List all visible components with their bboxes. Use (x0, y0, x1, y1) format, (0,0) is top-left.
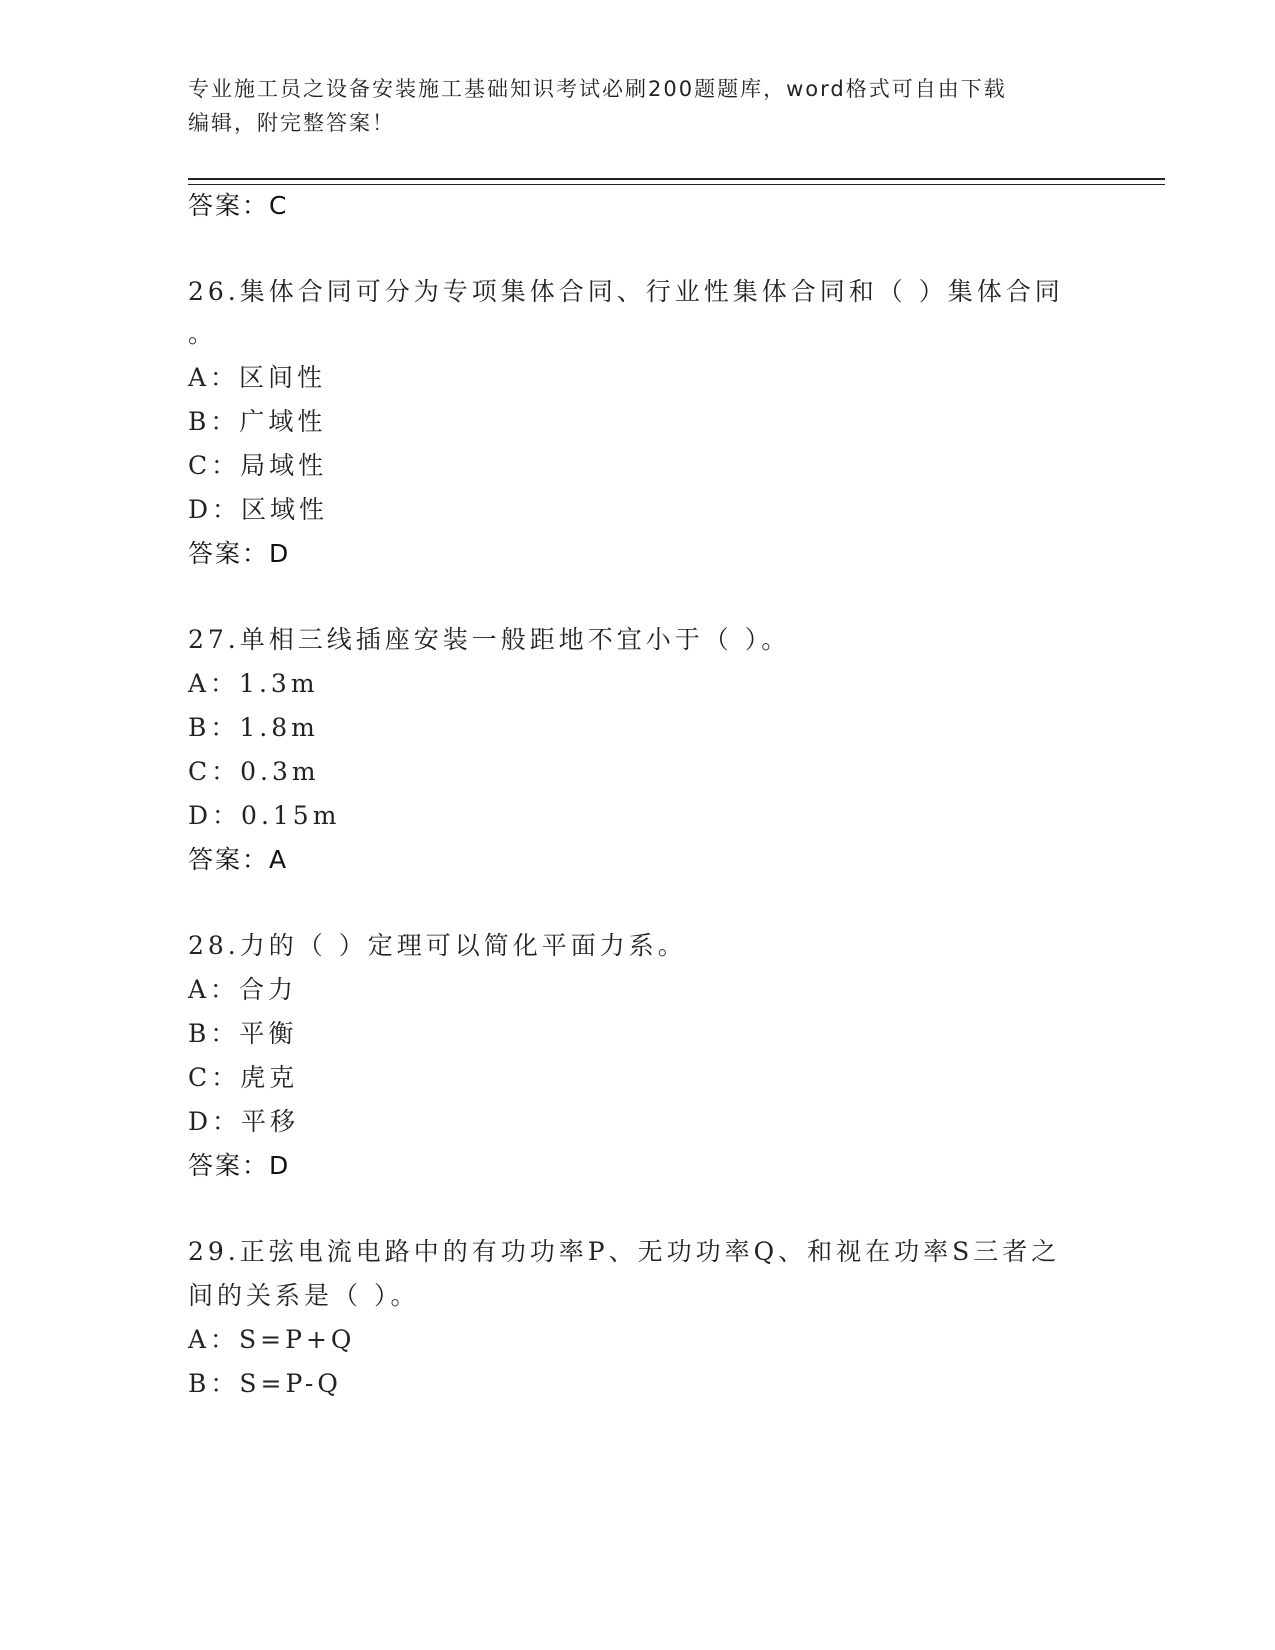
option-c: C：局域性 (188, 451, 328, 480)
option-d: D：0.15m (188, 801, 341, 830)
question-stem: 29.正弦电流电路中的有功功率P、无功功率Q、和视在功率S三者之 (188, 1237, 1061, 1266)
document-title-line-2: 编辑，附完整答案！ (188, 111, 395, 135)
option-a: A：1.3m (188, 669, 319, 698)
answer: 答案：D (188, 1151, 291, 1180)
question-stem: 26.集体合同可分为专项集体合同、行业性集体合同和（ ）集体合同 (188, 277, 1064, 306)
question-stem-continued: 。 (188, 319, 218, 348)
option-d: D：区域性 (188, 495, 329, 524)
previous-answer: 答案：C (188, 191, 289, 220)
option-d: D：平移 (188, 1107, 300, 1136)
header-divider-thin (188, 184, 1165, 185)
question-stem: 28.力的（ ）定理可以简化平面力系。 (188, 931, 687, 960)
question-stem: 27.单相三线插座安装一般距地不宜小于（ ）。 (188, 625, 791, 654)
option-b: B：1.8m (188, 713, 319, 742)
option-c: C：虎克 (188, 1063, 299, 1092)
document-title (188, 72, 1068, 140)
option-a: A：合力 (188, 975, 298, 1004)
option-b: B：S=P-Q (188, 1369, 342, 1398)
header-divider-thick (188, 178, 1165, 180)
document-title-line-1: 专业施工员之设备安装施工基础知识考试必刷200题题库，word格式可自由下载 (188, 77, 1007, 101)
option-b: B：平衡 (188, 1019, 298, 1048)
question-stem-continued: 间的关系是（ ）。 (188, 1281, 420, 1310)
option-c: C：0.3m (188, 757, 320, 786)
option-a: A：S=P+Q (188, 1325, 356, 1354)
answer: 答案：D (188, 539, 291, 568)
answer: 答案：A (188, 845, 289, 874)
option-b: B：广域性 (188, 407, 327, 436)
option-a: A：区间性 (188, 363, 327, 392)
